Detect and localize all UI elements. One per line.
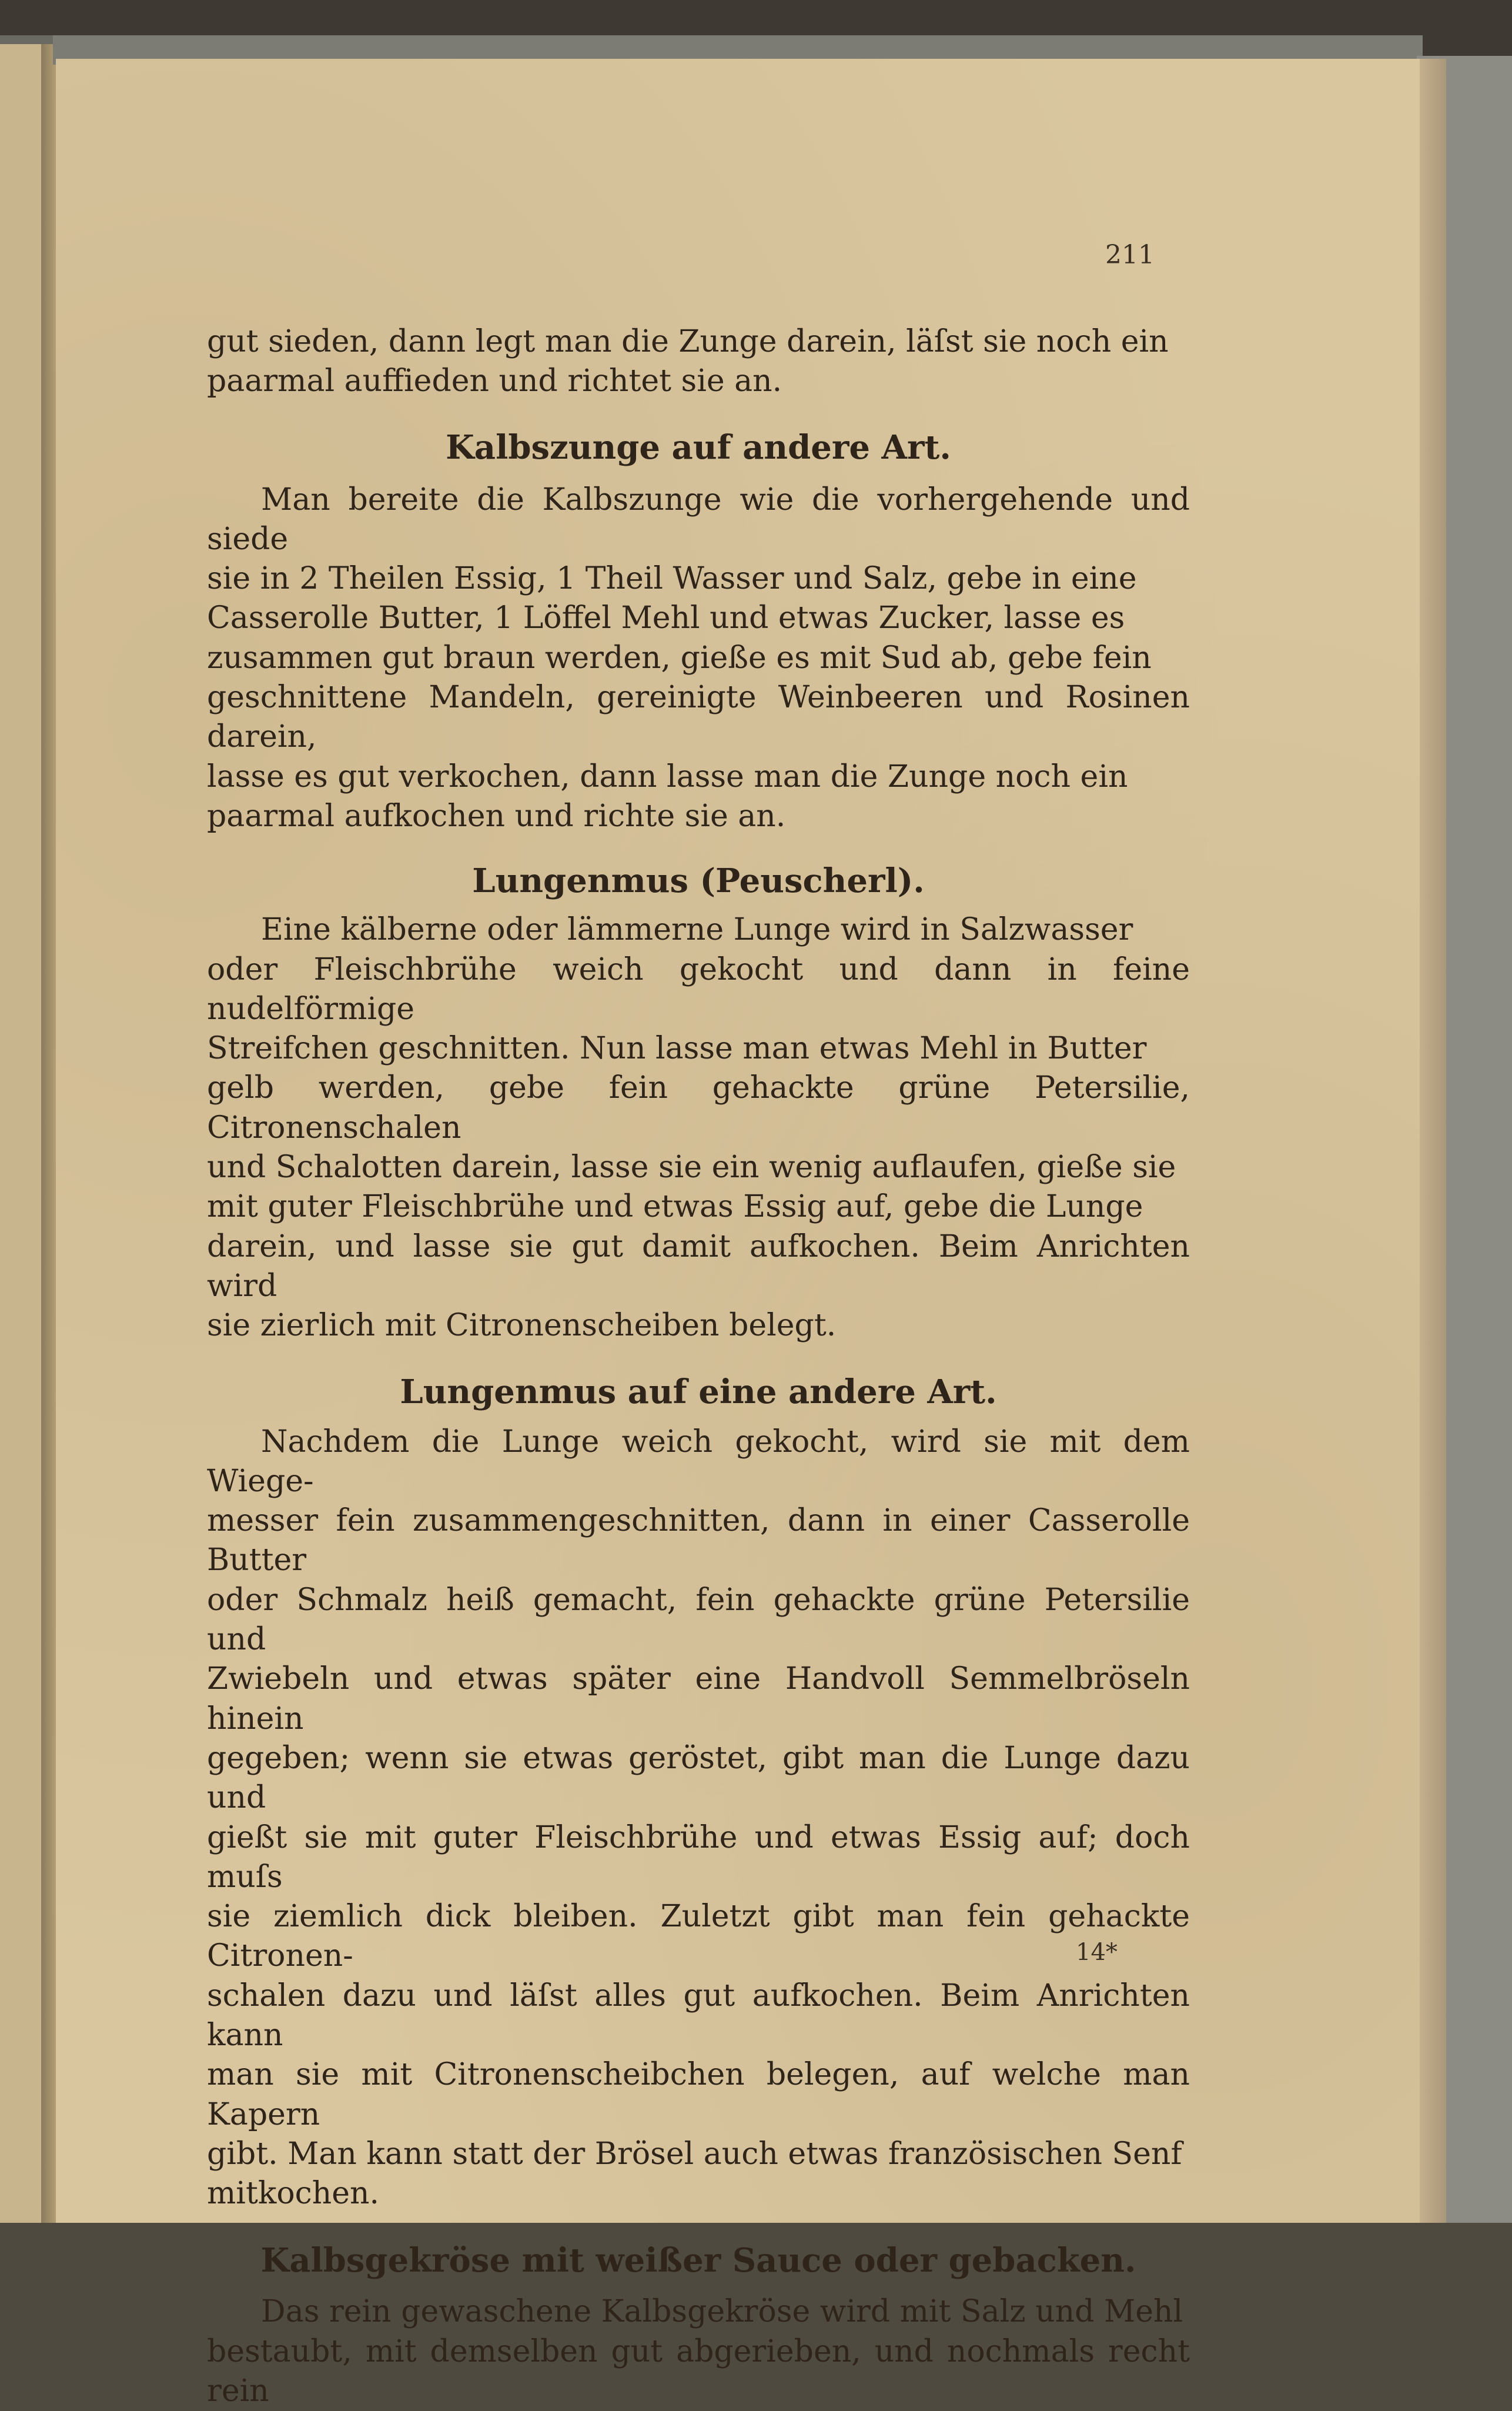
text-line: darein, und lasse sie gut damit aufkochen. Beim Anrichten wird [207,1228,1190,1304]
paragraph [207,1422,1190,2214]
text-line: und Schalotten darein, lasse sie ein wenig auflaufen, gieße sie [207,1150,1176,1186]
section-heading: Kalbsgekröse mit weißer Sauce oder gebacken. [260,2241,1136,2280]
text-line: geschnittene Mandeln, gereinigte Weinbeeren und Rosinen darein, [207,680,1190,755]
text-line: gelb werden, gebe fein gehackte grüne Petersilie, Citronenschalen [207,1070,1190,1146]
text-line: Das rein gewaschene Kalbsgekröse wird mit Salz und Mehl [261,2294,1183,2330]
text-line: man sie mit Citronenscheibchen belegen, auf welche man Kapern [207,2057,1190,2132]
paragraph [207,2292,1190,2411]
paragraph [207,322,1190,402]
paragraph [207,910,1190,1345]
text-line: gießt sie mit guter Fleischbrühe und etwas Essig auf; doch muſs [207,1819,1190,1895]
page-text [207,322,1190,2411]
paragraph [207,480,1190,837]
text-line: sie ziemlich dick bleiben. Zuletzt gibt man fein gehackte Citronen- [207,1899,1190,1974]
text-line: Streifchen geschnitten. Nun lasse man etwas Mehl in Butter [207,1031,1147,1067]
page-number: 211 [1105,240,1155,270]
section-heading: Lungenmus (Peuscherl). [472,861,925,901]
text-line: lasse es gut verkochen, dann lasse man die Zunge noch ein [207,759,1128,794]
signature-mark: 14* [1076,1939,1118,1966]
text-line: Man bereite die Kalbszunge wie die vorhergehende und siede [207,482,1190,557]
text-line: mit guter Fleischbrühe und etwas Essig auf, gebe die Lunge [207,1189,1143,1225]
text-line: gegeben; wenn sie etwas geröstet, gibt man die Lunge dazu und [207,1740,1190,1816]
text-line: Casserolle Butter, 1 Löffel Mehl und etwas Zucker, lasse es [207,600,1125,636]
text-line: mitkochen. [207,2176,380,2212]
text-line: messer fein zusammengeschnitten, dann in einer Casserolle Butter [207,1503,1190,1578]
text-line: paarmal aufkochen und richte sie an. [207,798,786,834]
section-heading: Lungenmus auf eine andere Art. [400,1372,997,1411]
left-page-edge [0,44,41,2223]
text-line: bestaubt, mit demselben gut abgerieben, und nochmals recht rein [207,2333,1190,2409]
section-heading: Kalbszunge auf andere Art. [446,428,951,467]
text-line: sie in 2 Theilen Essig, 1 Theil Wasser und Salz, gebe in eine [207,561,1137,597]
text-line: sie zierlich mit Citronenscheiben belegt. [207,1308,837,1344]
text-line: paarmal auffieden und richtet sie an. [207,363,782,399]
text-line: Nachdem die Lunge weich gekocht, wird sie mit dem Wiege- [207,1424,1190,1499]
text-line: schalen dazu und läſst alles gut aufkochen. Beim Anrichten kann [207,1978,1190,2053]
text-line: gibt. Man kann statt der Brösel auch etwas französischen Senf [207,2136,1182,2172]
text-line: Zwiebeln und etwas später eine Handvoll Semmelbröseln hinein [207,1661,1190,1737]
text-line: Eine kälberne oder lämmerne Lunge wird in Salzwasser [261,912,1133,948]
text-line: oder Fleischbrühe weich gekocht und dann in feine nudelförmige [207,951,1190,1027]
text-line: oder Schmalz heiß gemacht, fein gehackte grüne Petersilie und [207,1582,1190,1658]
text-line: gut sieden, dann legt man die Zunge darein, läſst sie noch ein [207,324,1169,359]
text-line: zusammen gut braun werden, gieße es mit Sud ab, gebe fein [207,640,1152,676]
